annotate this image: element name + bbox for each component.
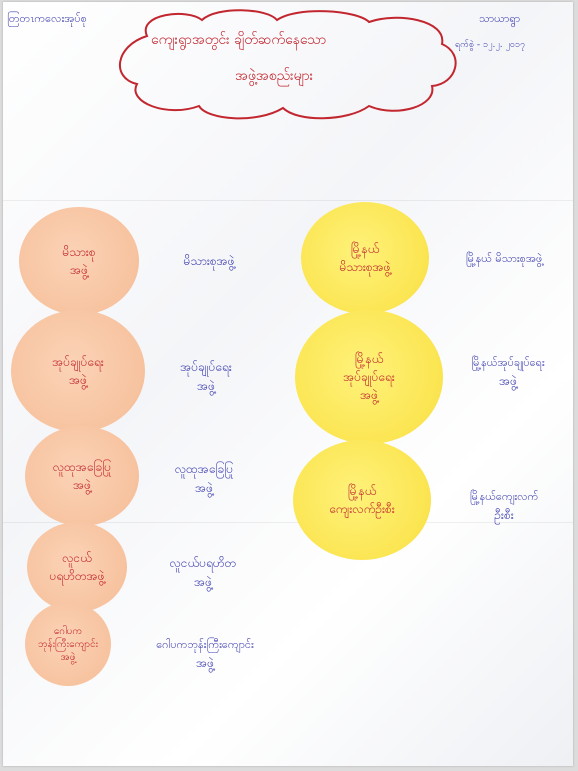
circle-text: အုပ်ချုပ်ရေး — [343, 370, 395, 384]
label-township-rural-development — [439, 488, 569, 525]
circle-text: အဖွဲ့ — [69, 373, 87, 387]
label-text: ဦးစီး — [494, 507, 514, 522]
circle-text: ပရဟိတအဖွဲ့ — [49, 569, 105, 583]
circle-family-group — [19, 207, 139, 315]
label-township-family-group — [439, 250, 569, 268]
circle-community-based-group — [25, 426, 139, 526]
label-text: မြို့နယ်ကျေးလက် — [469, 490, 539, 503]
circle-text: မိသားစုအဖွဲ့ — [339, 260, 391, 274]
circle-text: လူငယ် — [62, 551, 92, 565]
label-text: အဖွဲ့ — [197, 379, 215, 394]
label-monastery-trustee-group — [131, 636, 279, 673]
title-line-2: အဖွဲ့အစည်းများ — [235, 68, 314, 84]
label-text: အုပ်ချုပ်ရေး — [180, 360, 232, 374]
circle-text: မြို့နယ် — [350, 242, 380, 256]
paper-sheet — [3, 2, 573, 766]
circle-text: အဖွဲ့ — [60, 651, 76, 663]
circle-township-administration-group — [295, 310, 443, 444]
paper-fold — [3, 200, 573, 201]
circle-monastery-trustee-group — [25, 602, 111, 686]
label-text: အဖွဲ့ — [194, 575, 212, 590]
circle-text: အဖွဲ့ — [73, 478, 91, 492]
circle-text: အဖွဲ့ — [70, 263, 88, 277]
circle-text: မြို့နယ် — [354, 352, 384, 366]
circle-text: မြို့နယ် — [347, 484, 377, 498]
date-text: ရက်စွဲ - ၁၂.၂. ၂၀၁၇ — [455, 40, 526, 50]
top-left-note: တြတၤကလေးအုပ်စု — [7, 12, 87, 25]
circle-township-rural-development — [293, 440, 431, 560]
label-text: အဖွဲ့ — [196, 655, 214, 670]
title-cloud — [107, 6, 467, 126]
label-text: ဂေါပကဘုန်းကြီးကျောင်း — [156, 638, 254, 651]
label-text: မြို့နယ်အုပ်ချုပ်ရေး — [471, 356, 545, 369]
circle-text: အုပ်ချုပ်ရေး — [52, 355, 104, 369]
label-township-administration-group — [443, 354, 573, 391]
label-text: အဖွဲ့ — [499, 373, 517, 388]
circle-administration-group — [11, 310, 145, 432]
circle-text: လူထုအခြေပြု — [52, 460, 112, 474]
circle-text: ဘုန်းကြီးကျောင်း — [37, 638, 99, 650]
label-text: အဖွဲ့ — [195, 481, 213, 496]
title-line-1: ကျေးရွာအတွင်း ချိတ်ဆက်နေသော — [151, 32, 327, 48]
circle-text: အဖွဲ့ — [360, 388, 378, 402]
label-text: မိသားစုအဖွဲ့ — [183, 254, 235, 268]
circle-text: ကျေးလက်ဦးစီး — [329, 502, 395, 516]
circle-township-family-group — [301, 202, 429, 314]
circle-text: မိသားစု — [62, 245, 96, 259]
cloud-outline — [107, 6, 467, 126]
label-text: လူထုအခြေပြု — [174, 462, 234, 476]
label-youth-charity-group — [143, 554, 263, 592]
circle-youth-charity-group — [27, 522, 127, 612]
label-text: လူငယ်ပရဟိတ — [169, 556, 237, 570]
label-text: မြို့နယ် မိသားစုအဖွဲ့ — [465, 252, 543, 265]
circle-text: ဂေါပက — [53, 625, 83, 637]
label-administration-group — [151, 358, 261, 396]
label-family-group — [149, 252, 269, 271]
village-name: သာယာရွာ — [479, 12, 521, 25]
label-community-based-group — [149, 460, 259, 498]
